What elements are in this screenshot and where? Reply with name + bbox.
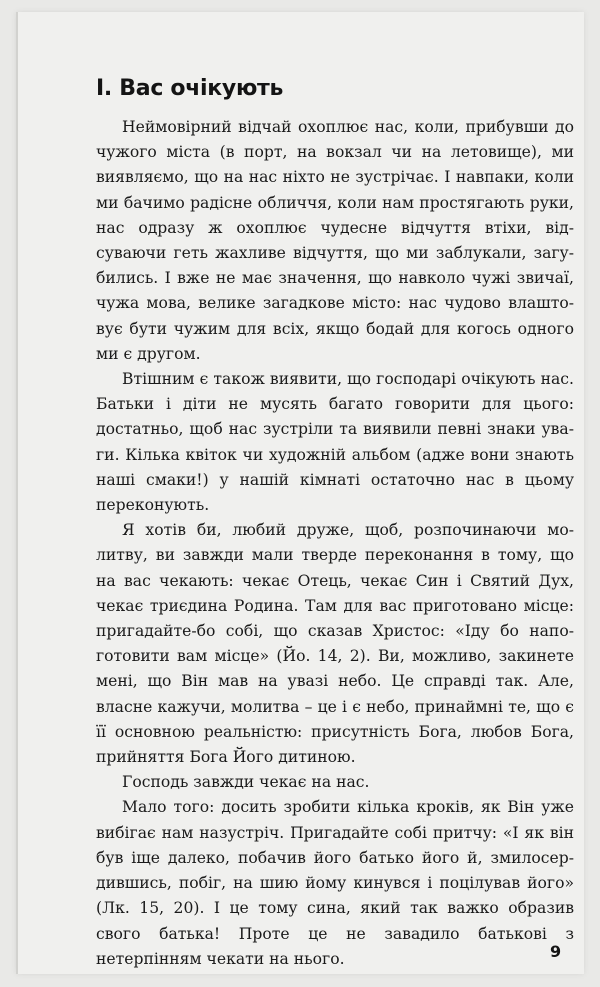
chapter-body (96, 115, 574, 972)
paragraph-2: Втішним є також виявити, що господарі очікують нас. Батьки і діти не мусять багато говорити для цього: достатньо, щоб нас зустріли та виявили певні знаки уваги. Кілька квіток чи художній альбом (адже вони знають наші смаки!) у нашій кімнаті остаточно нас в цьому переконують. (96, 370, 574, 515)
paragraph-3: Я хотів би, любий друже, щоб, розпочинаючи молитву, ви завжди мали тверде переконання в тому, що на вас чекають: чекає Отець, чекає Син і Святий Дух, чекає триєдина Родина. Там для вас приготовано місце: пригадайте-бо собі, що сказав Христос: «Іду бо напоготовити вам місце» (Йо. 14, 2). Ви, можливо, закинете мені, що Він мав на увазі небо. Це справді так. Але, власне кажучи, молитва – це і є небо, принаймні те, що є її основною реальністю: присутність Бога, любов Бога, прийняття Бога Його дитиною. (96, 521, 574, 767)
book-page (16, 12, 584, 974)
paragraph-4: Господь завжди чекає на нас. (122, 773, 370, 792)
page-number: 9 (550, 942, 562, 961)
chapter-heading: I. Вас очікують (96, 76, 284, 101)
paragraph-1: Неймовірний відчай охоплює нас, коли, прибувши до чужого міста (в порт, на вокзал чи на летовище), ми виявляємо, що на нас ніхто не зустрічає. І навпаки, коли ми бачимо радісне обличчя, коли нам простягають руки, нас одразу ж охоплює чудесне відчуття втіхи, відсуваючи геть жахливе відчуття, що ми заблукали, загубились. І вже не має значення, що навколо чужі звичаї, чужа мова, велике загадкове місто: нас чудово влаштовує бути чужим для всіх, якщо бодай для когось одного ми є другом. (96, 118, 574, 363)
paragraph-5: Мало того: досить зробити кілька кроків, як Він уже вибігає нам назустріч. Пригадайте собі притчу: «І як він був іще далеко, побачив його батько його й, змилосердившись, побіг, на шию йому кинувся і поцілував його» (Лк. 15, 20). І це тому сина, який так важко образив свого батька! Проте це не завадило батькові з нетерпінням чекати на нього. (96, 798, 574, 968)
